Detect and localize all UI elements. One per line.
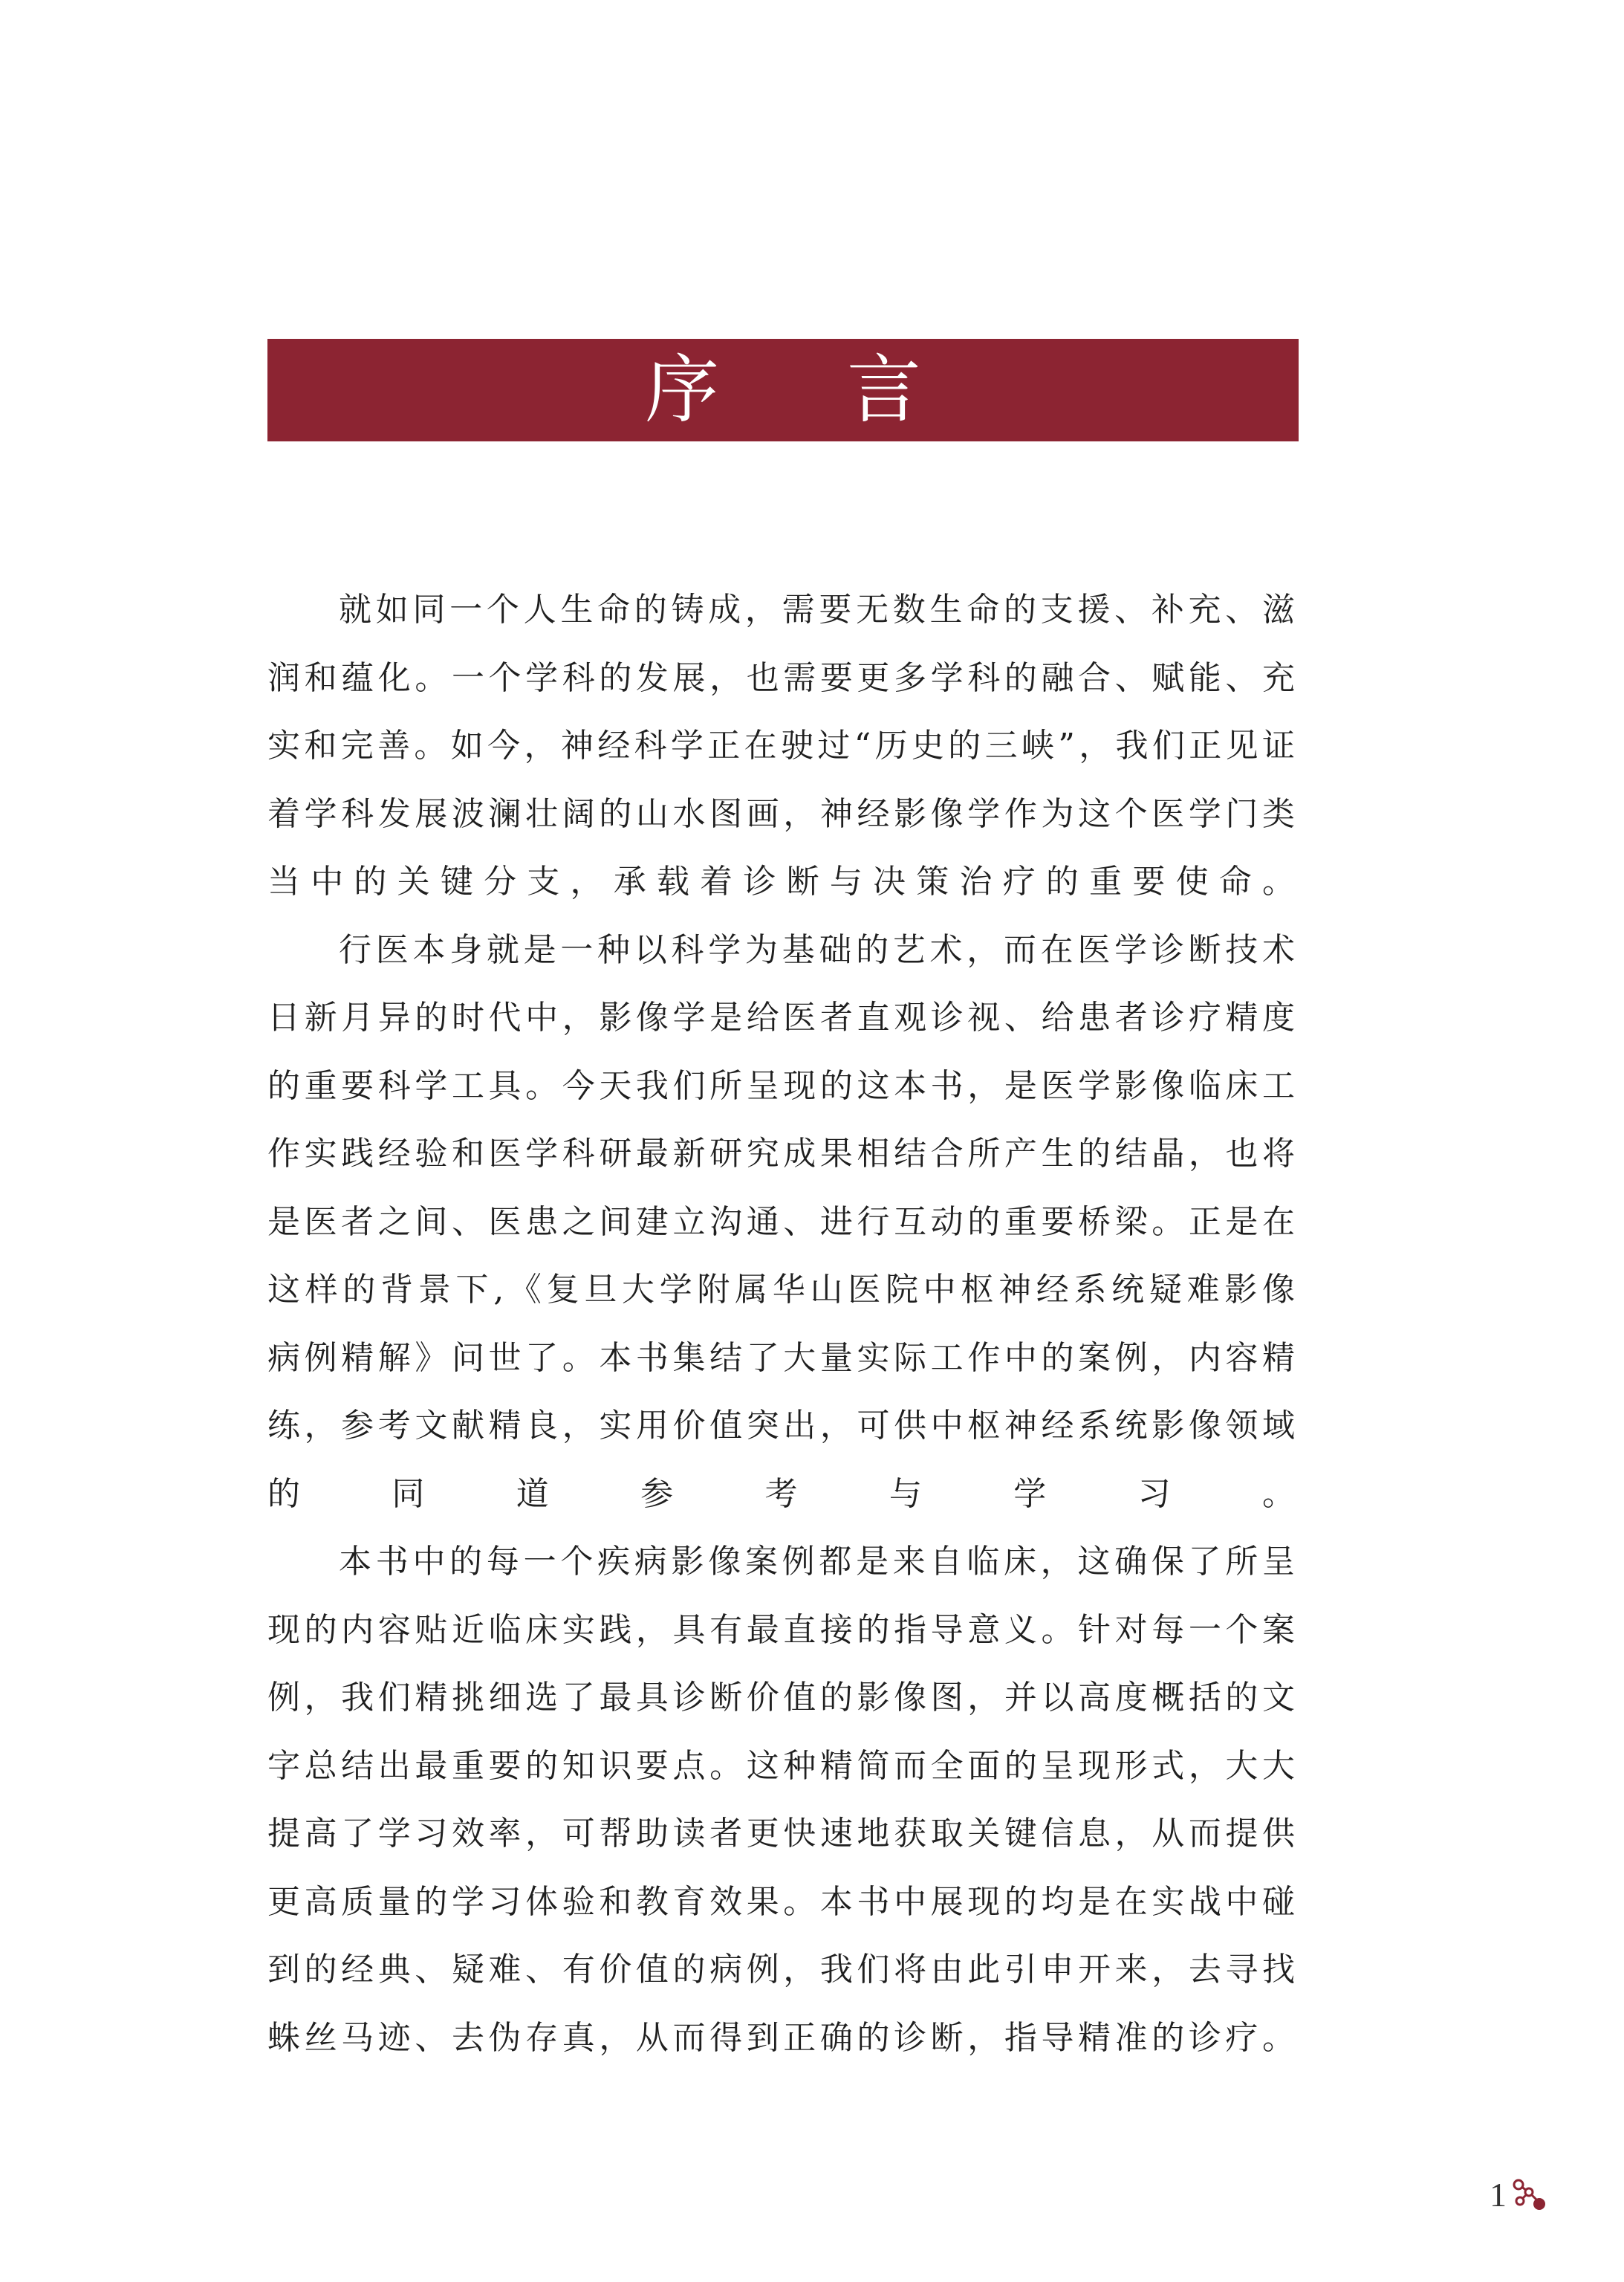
molecule-icon	[1510, 2176, 1548, 2214]
preface-body	[267, 576, 1299, 2072]
paragraph-3: 本书中的每一个疾病影像案例都是来自临床，这确保了所呈现的内容贴近临床实践，具有最直接的指导意义。针对每一个案例，我们精挑细选了最具诊断价值的影像图，并以高度概括的文字总结出最重要的知识要点。这种精简而全面的呈现形式，大大提高了学习效率，可帮助读者更快速地获取关键信息，从而提供更高质量的学习体验和教育效果。本书中展现的均是在实战中碰到的经典、疑难、有价值的病例，我们将由此引申开来，去寻找蛛丝马迹、去伪存真，从而得到正确的诊断，指导精准的诊疗。	[267, 1543, 1299, 2057]
title-banner	[267, 339, 1299, 441]
page-number: 1	[1490, 2176, 1507, 2214]
page-title: 序 言	[645, 346, 973, 433]
paragraph-1: 就如同一个人生命的铸成，需要无数生命的支援、补充、滋润和蕴化。一个学科的发展，也需要更多学科的融合、赋能、充实和完善。如今，神经科学正在驶过“历史的三峡”，我们正见证着学科发展波澜壮阔的山水图画，神经影像学作为这个医学门类当中的关键分支，承载着诊断与决策治疗的重要使命。	[267, 591, 1299, 901]
page-footer	[1490, 2176, 1548, 2214]
paragraph-2: 行医本身就是一种以科学为基础的艺术，而在医学诊断技术日新月异的时代中，影像学是给医者直观诊视、给患者诊疗精度的重要科学工具。今天我们所呈现的这本书，是医学影像临床工作实践经验和医学科研最新研究成果相结合所产生的结晶，也将是医者之间、医患之间建立沟通、进行互动的重要桥梁。正是在这样的背景下,《复旦大学附属华山医院中枢神经系统疑难影像病例精解》问世了。本书集结了大量实际工作中的案例，内容精练，参考文献精良，实用价值突出，可供中枢神经系统影像领域的同道参考与学习。	[267, 930, 1299, 1513]
